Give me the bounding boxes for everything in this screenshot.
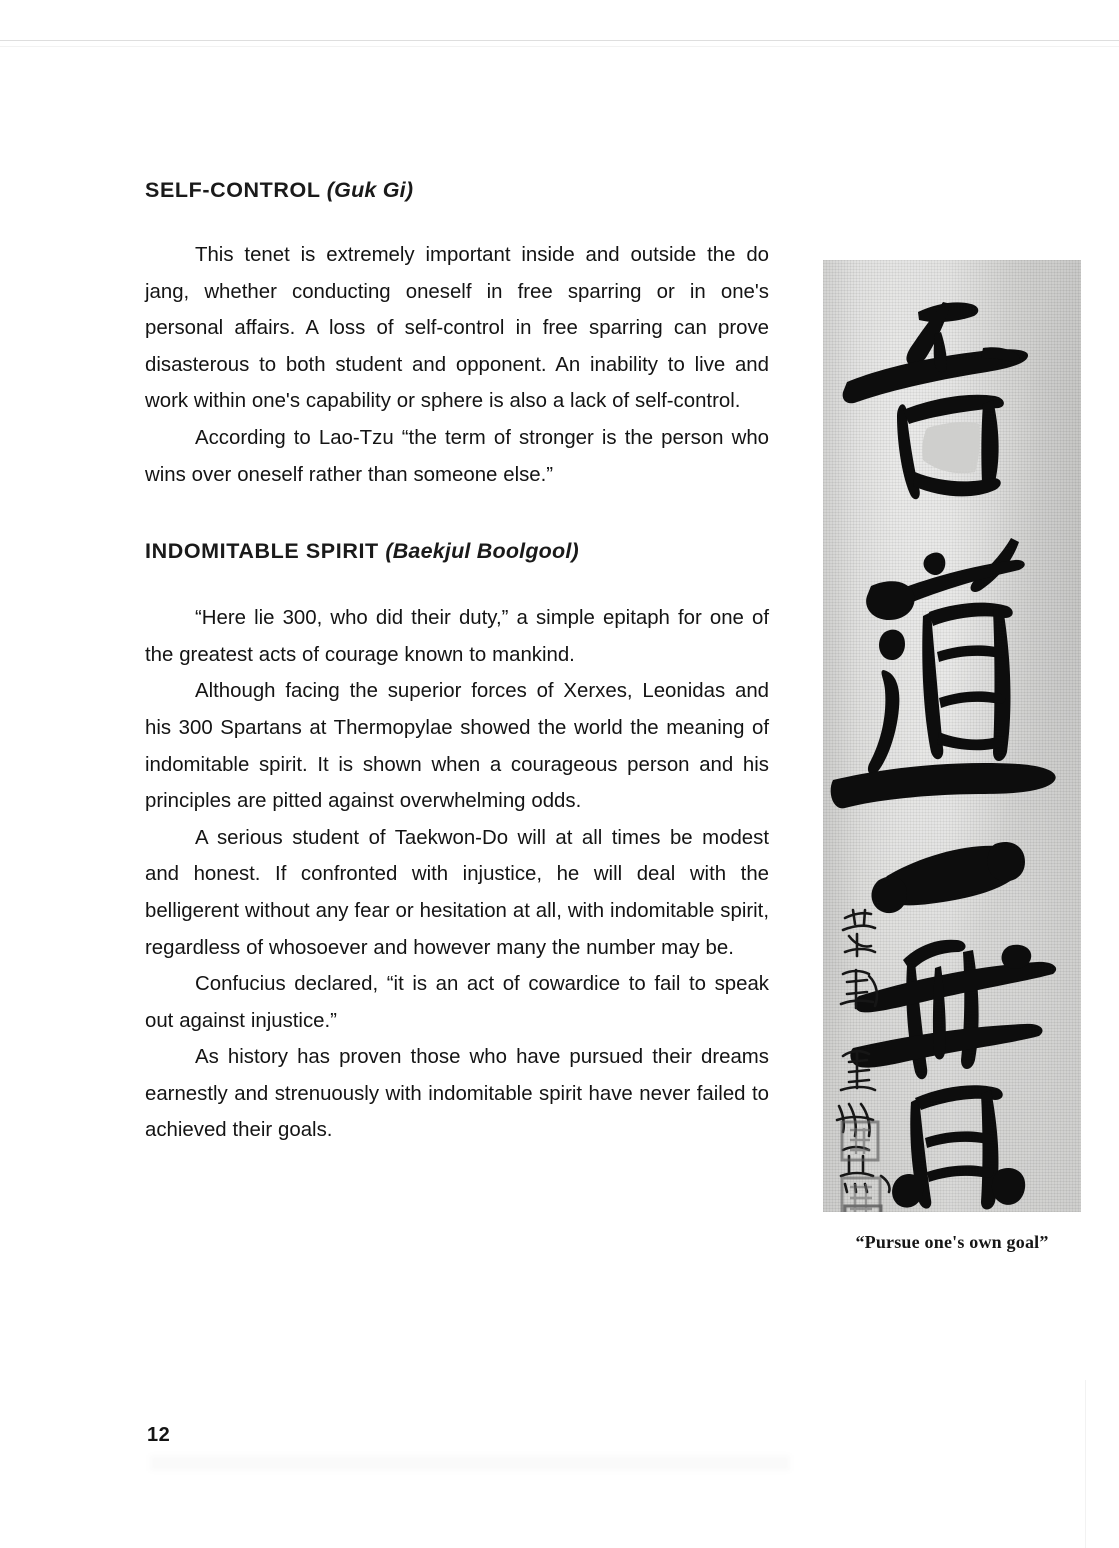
section-heading-indomitable-spirit (145, 539, 769, 564)
section-heading-self-control (145, 178, 769, 203)
seal-one (842, 1122, 878, 1160)
scan-artifact-line-top-secondary (0, 46, 1119, 47)
calligraphy-figure (823, 260, 1081, 1253)
section-title-self-control: SELF-CONTROL (145, 178, 321, 202)
section-romanization-self-control: (Guk Gi) (326, 178, 414, 202)
seal-two (842, 1178, 880, 1212)
scan-artifact-line-top (0, 40, 1119, 41)
figure-caption: “Pursue one's own goal” (855, 1232, 1049, 1252)
section-romanization-indomitable-spirit: (Baekjul Boolgool) (385, 539, 579, 564)
page-number: 12 (147, 1424, 171, 1446)
scan-artifact-smudge (150, 1455, 790, 1471)
text-column (145, 178, 769, 1149)
paragraph-self-control-1: This tenet is extremely important inside and outside the do jang, whether conducting oneself in free sparring or in one's personal affairs. A loss of self-control in free sparring can prove disasterous to both student and opponent. An inability to live and work within one's capability or sphere is also a lack of self-control. (145, 244, 769, 413)
calligraphy-scroll-image (823, 260, 1081, 1212)
section-title-indomitable-spirit: INDOMITABLE SPIRIT (145, 539, 379, 564)
paragraph-indomitable-3: A serious student of Taekwon-Do will at all times be modest and honest. If confronted with injustice, he will deal with the belligerent without any fear or hesitation at all, with indomitable spirit, regardless of whosoever and however many the number may be. (145, 826, 769, 959)
paragraph-self-control-2: According to Lao-Tzu “the term of stronger is the person who wins over oneself rather than someone else.” (145, 426, 769, 486)
calligraphy-seals (823, 260, 1081, 1212)
paragraph-indomitable-1: “Here lie 300, who did their duty,” a simple epitaph for one of the greatest acts of courage known to mankind. (145, 607, 769, 666)
paragraph-indomitable-2: Although facing the superior forces of Xerxes, Leonidas and his 300 Spartans at Thermopylae showed the world the meaning of indomitable spirit. It is shown when a courageous person and his principles are pitted against overwhelming odds. (145, 680, 769, 813)
paragraph-indomitable-5: As history has proven those who have pursued their dreams earnestly and strenuously with indomitable spirit have never failed to achieved their goals. (145, 1046, 769, 1142)
paragraph-indomitable-4: Confucius declared, “it is an act of cowardice to fail to speak out against injustice.” (145, 973, 769, 1032)
scan-artifact-line-right (1085, 1380, 1086, 1548)
